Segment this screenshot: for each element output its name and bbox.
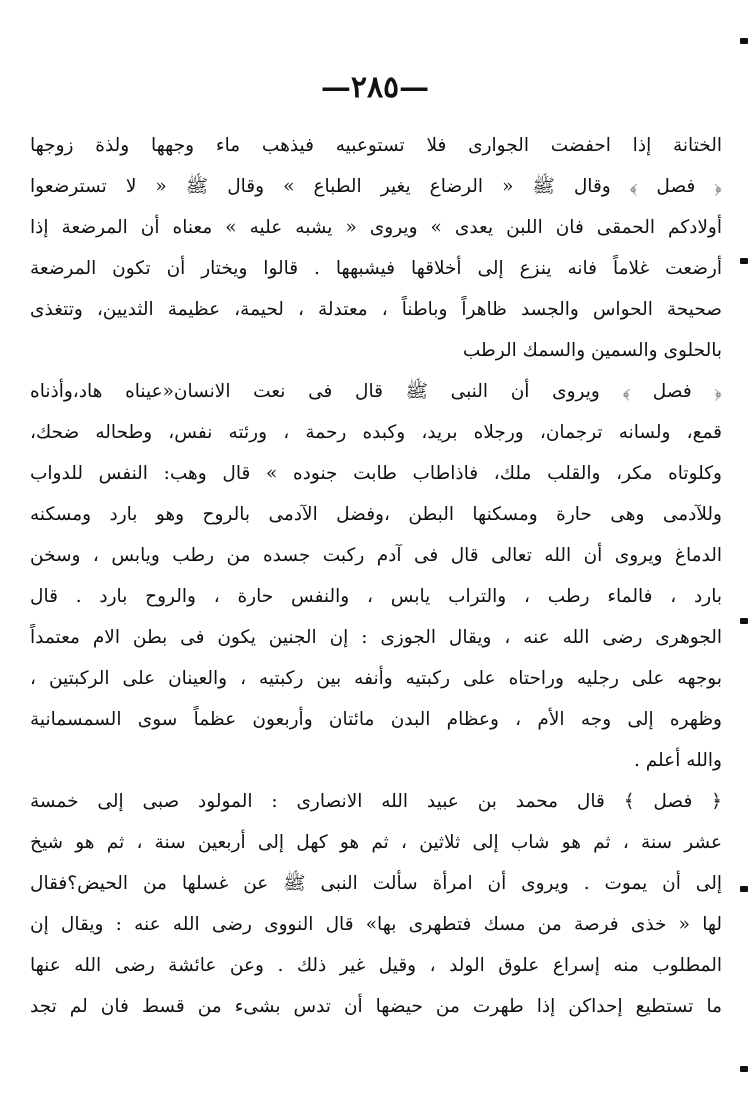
margin-mark xyxy=(740,886,748,892)
text-line: ما تستطيع إحداكن إذا طهرت من حيضها أن تدس بشىء من قسط فان لم تجد xyxy=(30,996,722,1017)
margin-mark xyxy=(740,38,748,44)
text-line: ﴿ فصل ﴾ وقال ﷺ « الرضاع يغير الطباع » وقال ﷺ « لا تسترضعوا xyxy=(30,176,722,197)
text-line: الدماغ ويروى أن الله تعالى قال فى آدم ركبت جسده من رطب ويابس ، وسخن xyxy=(30,545,722,566)
page-number: —٢٨٥— xyxy=(320,70,430,105)
body-text xyxy=(30,125,722,1027)
text-line: أولادكم الحمقى فان اللبن يعدى » ويروى « يشبه عليه » معناه أن المرضعة إذا xyxy=(30,217,722,238)
margin-mark xyxy=(740,258,748,264)
text-line: قمع، ولسانه ترجمان، ورجلاه بريد، وكبده رحمة ، ورئته نفس، وطحاله ضحك، xyxy=(30,422,722,443)
text-line: أرضعت غلاماً فانه ينزع إلى أخلاقها فيشبهها . قالوا ويختار أن تكون المرضعة xyxy=(30,258,722,279)
text-line: بالحلوى والسمين والسمك الرطب xyxy=(462,340,722,361)
margin-mark xyxy=(740,1066,748,1072)
text-line: بارد ، فالماء رطب ، والتراب يابس ، والنفس حارة ، والروح بارد . قال xyxy=(30,586,722,607)
text-line: لها « خذى فرصة من مسك فتطهرى بها» قال النووى رضى الله عنه : ويقال إن xyxy=(30,914,722,935)
text-line: ﴿ فصل ﴾ ويروى أن النبى ﷺ قال فى نعت الانسان«عيناه هاد،وأذناه xyxy=(30,381,722,402)
text-line: ﴿ فصل ﴾ قال محمد بن عبيد الله الانصارى : المولود صبى إلى خمسة xyxy=(30,791,722,812)
text-line: وكلوتاه مكر، والقلب ملك، فاذاطاب طابت جنوده » قال وهب: النفس للدواب xyxy=(30,463,722,484)
text-line: الجوهرى رضى الله عنه ، ويقال الجوزى : إن الجنين يكون فى بطن الام معتمداً xyxy=(30,627,722,648)
text-line: عشر سنة ، ثم هو شاب إلى ثلاثين ، ثم هو كهل إلى أربعين سنة ، ثم هو شيخ xyxy=(30,832,722,853)
margin-mark xyxy=(740,618,748,624)
text-line: صحيحة الحواس والجسد ظاهراً وباطناً ، معتدلة ، لحيمة، عظيمة الثديين، وتتغذى xyxy=(30,299,722,320)
text-line: وللآدمى وهى حارة ومسكنها البطن ،وفضل الآدمى بالروح وهو بارد ومسكنه xyxy=(30,504,722,525)
text-line: المطلوب منه إسراع علوق الولد ، وقيل غير ذلك . وعن عائشة رضى الله عنها xyxy=(30,955,722,976)
text-line: إلى أن يموت . ويروى أن امرأة سألت النبى ﷺ عن غسلها من الحيض؟فقال xyxy=(30,873,722,894)
text-line: بوجهه على رجليه وراحتاه على ركبتيه وأنفه بين ركبتيه ، والعينان على الركبتين ، xyxy=(30,668,722,689)
text-line: الختانة إذا احفضت الجوارى فلا تستوعبيه فيذهب ماء وجهها ولذة زوجها xyxy=(30,135,722,156)
text-line: والله أعلم . xyxy=(633,750,722,771)
text-line: وظهره إلى وجه الأم ، وعظام البدن مائتان وأربعون عظماً سوى السمسمانية xyxy=(30,709,722,730)
